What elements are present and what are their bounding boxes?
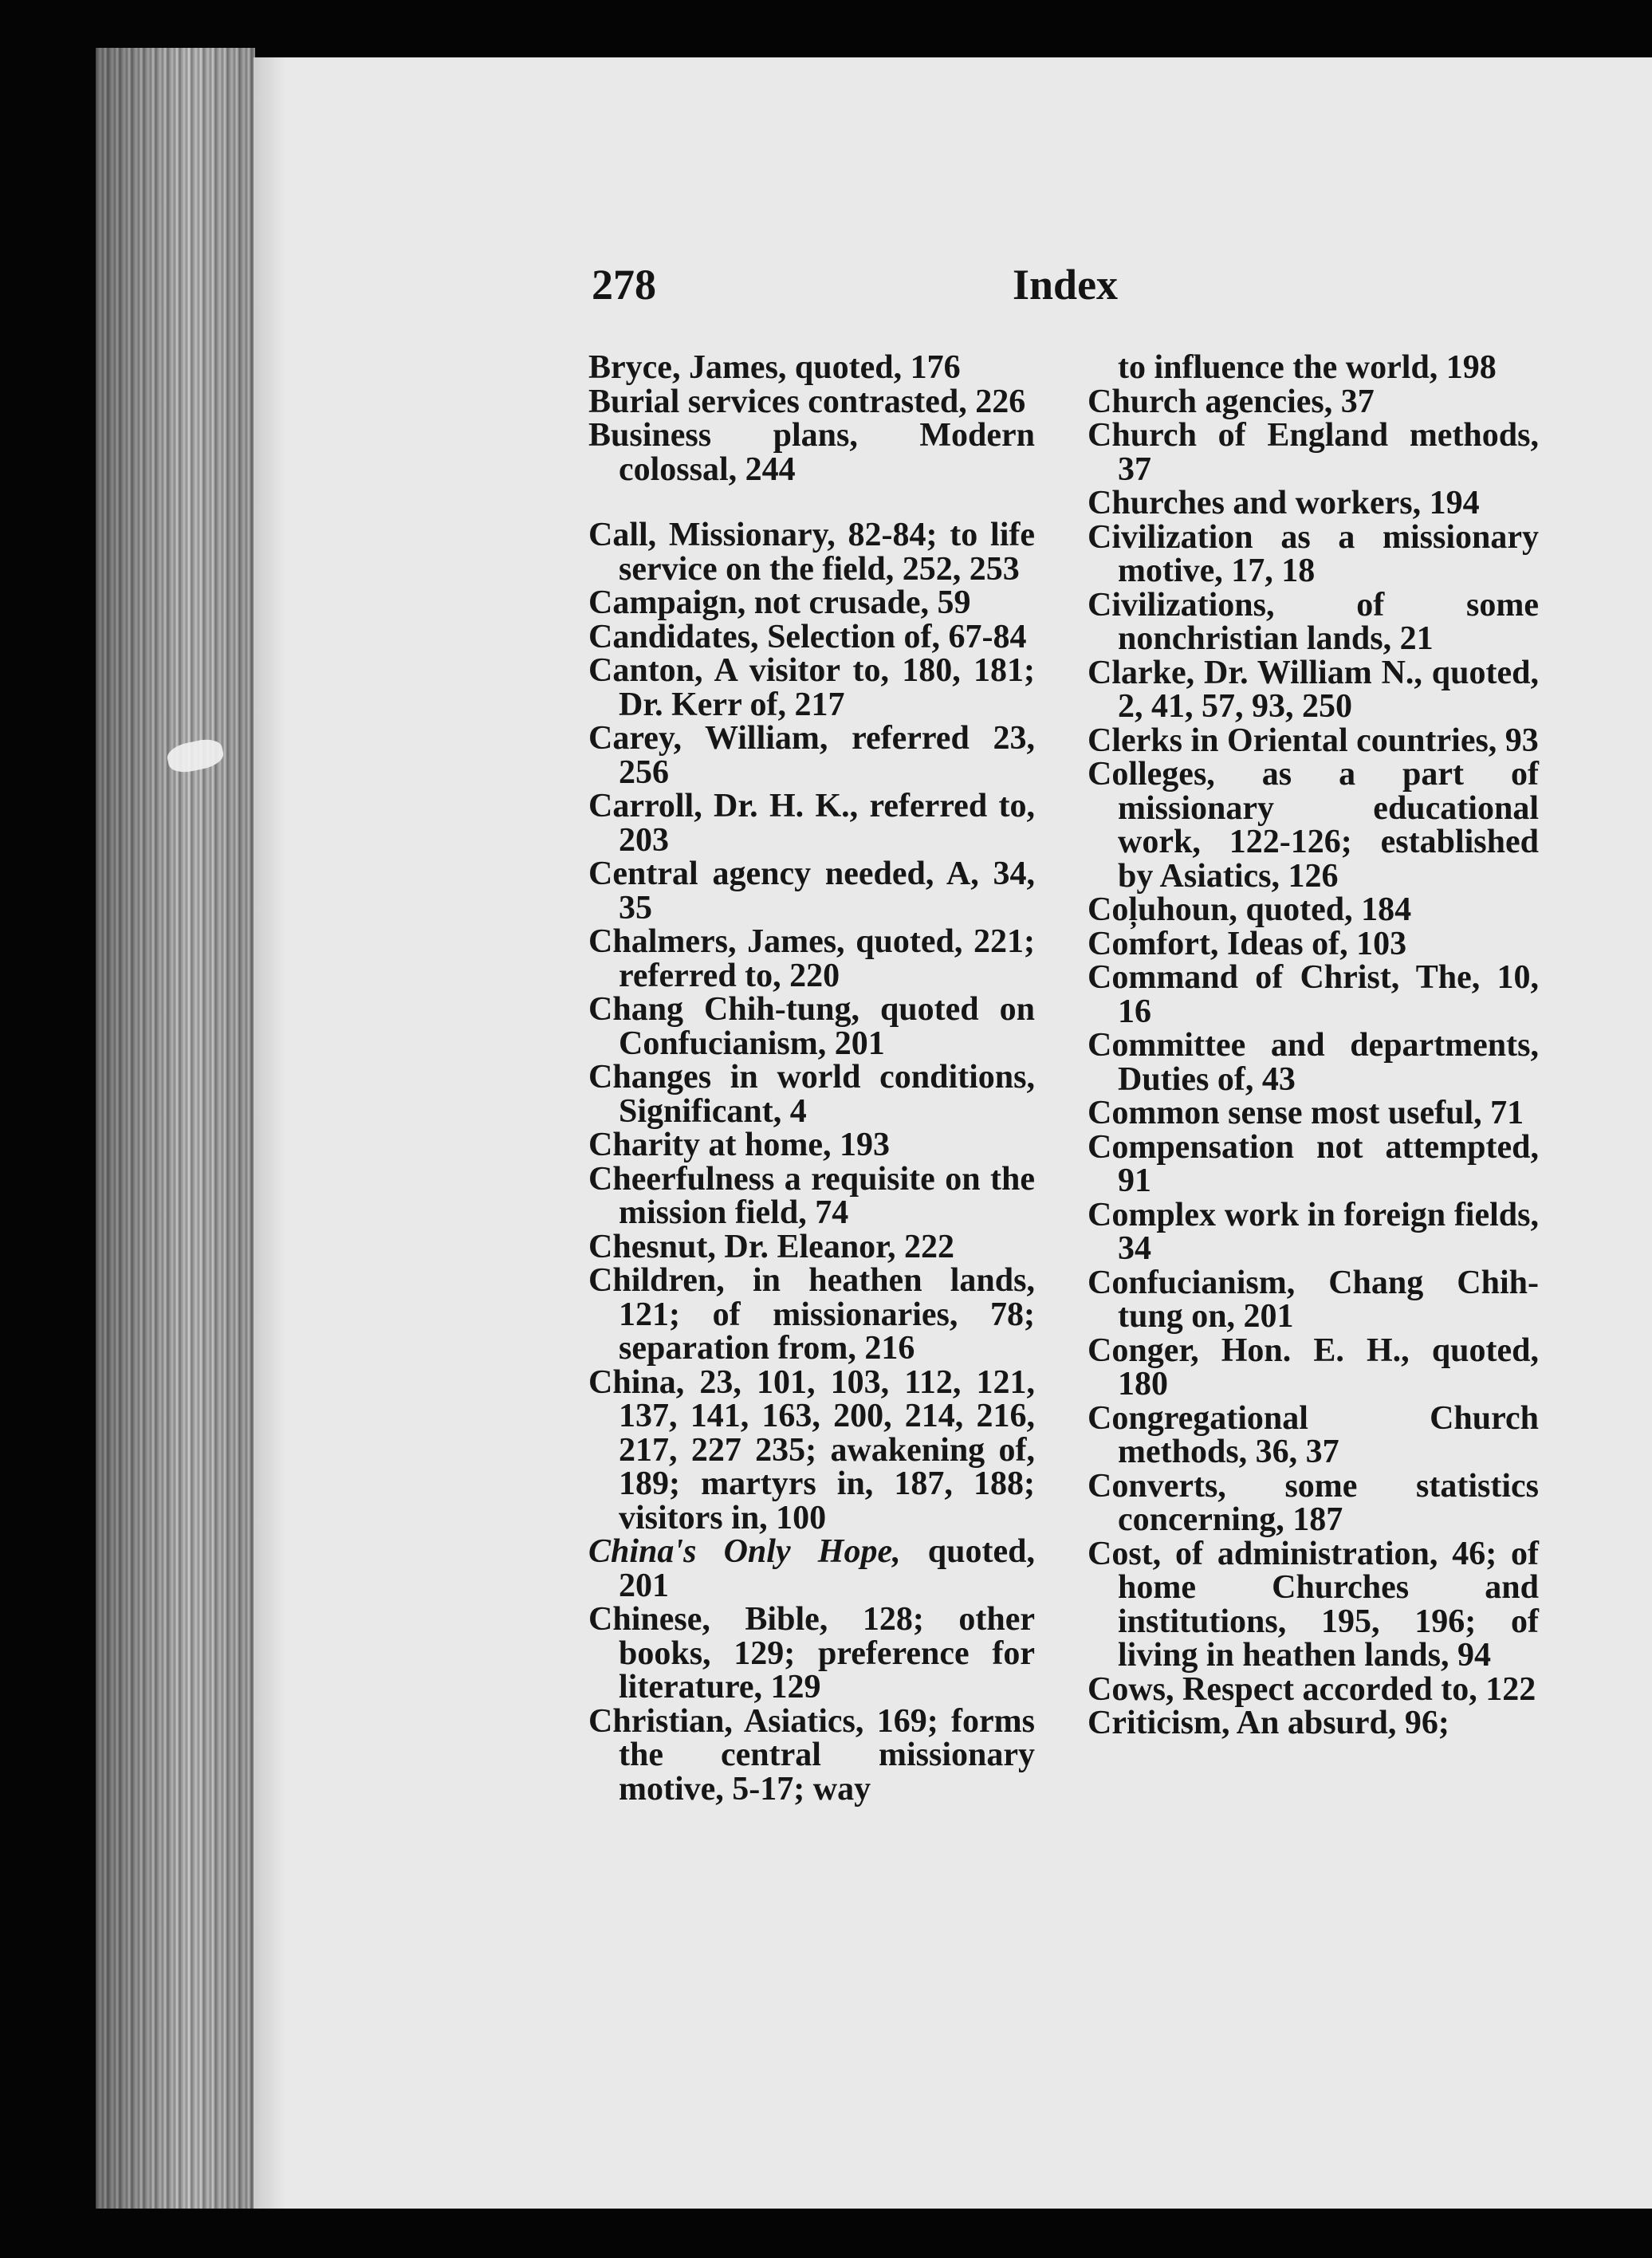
index-entry-references: An absurd, 96; xyxy=(1236,1705,1449,1741)
index-entry xyxy=(1088,1029,1539,1096)
index-entry-heading: Changes xyxy=(588,1059,712,1096)
index-entry xyxy=(588,1702,1035,1808)
index-entry-references: referred to, 203 xyxy=(619,788,1035,859)
index-entry-heading: Chang Chih-tung, xyxy=(588,991,859,1028)
index-entry-heading: Canton, xyxy=(588,652,703,689)
index-entry xyxy=(588,1264,1035,1366)
index-entry xyxy=(1088,1128,1539,1199)
index-entry-references: as a missionary motive, 17, 18 xyxy=(1118,518,1539,589)
index-entry-references: and workers, 194 xyxy=(1233,485,1480,521)
index-entry xyxy=(1088,1096,1539,1131)
index-entry-heading: Congregational xyxy=(1088,1399,1308,1437)
index-entry-heading: Church of England xyxy=(1088,417,1389,454)
index-column-right xyxy=(1088,351,1539,1741)
index-entry xyxy=(1088,724,1539,758)
index-entry-references: 222 xyxy=(903,1228,954,1265)
index-entry xyxy=(1088,757,1539,893)
index-entry xyxy=(588,1363,1036,1536)
index-entry-heading: Chesnut, Dr. Eleanor, xyxy=(588,1228,896,1265)
index-entry-references: services contrasted, 226 xyxy=(687,383,1026,420)
index-entry-references: referred 23, 256 xyxy=(619,720,1036,791)
index-entry-heading: Col̦uhoun, xyxy=(1088,891,1237,928)
index-entry xyxy=(1088,1399,1539,1470)
index-entry xyxy=(1088,656,1539,724)
index-entry-references: quoted, 180 xyxy=(1118,1332,1540,1402)
index-entry-heading: Cost, xyxy=(1088,1535,1162,1572)
index-entry-references: in Oriental countries, 93 xyxy=(1190,722,1539,759)
index-entry xyxy=(1088,1670,1539,1708)
index-entry-references: Selection of, 67-84 xyxy=(767,618,1027,655)
index-entry-references: quoted on Confucianism, 201 xyxy=(619,991,1036,1062)
index-entry-references: quoted, 184 xyxy=(1245,891,1412,928)
index-entry xyxy=(1088,1198,1539,1266)
index-entry-heading: Clarke, Dr. William N., xyxy=(1088,654,1422,691)
index-entry-references: at home, 193 xyxy=(708,1127,890,1163)
index-entry-references: of Christ, The, 10, 16 xyxy=(1118,959,1540,1030)
index-entry xyxy=(588,993,1035,1060)
index-entry-heading: Common xyxy=(1088,1095,1220,1131)
index-entry-heading: Criticism, xyxy=(1088,1705,1230,1741)
index-entry xyxy=(588,1060,1035,1128)
index-entry-heading: Churches xyxy=(1088,485,1225,521)
index-entry-heading: China's Only Hope, xyxy=(588,1533,901,1570)
index-entry-references: work in foreign fields, 34 xyxy=(1118,1196,1539,1267)
index-entry-references: 82-84; to life service on the field, 252, 253 xyxy=(619,517,1035,588)
index-entry-references: agencies, 37 xyxy=(1205,383,1375,420)
index-entry-heading: Civilization xyxy=(1088,518,1253,556)
index-entry-heading: Central xyxy=(588,856,698,892)
index-entry-heading: China, xyxy=(588,1363,685,1401)
index-entry-heading: Command xyxy=(1088,959,1239,996)
index-entry-heading: Bryce, James, xyxy=(588,349,787,386)
index-entry-references: not attempted, 91 xyxy=(1118,1128,1539,1199)
index-entry xyxy=(588,857,1035,925)
index-entry-references: 23, 101, 103, 112, 121, 137, 141, 163, 200, 214, 216, 217, 227 235; awakening of, 189; martyrs in, 187, 188; visitors in, 100 xyxy=(619,1363,1036,1536)
index-entry xyxy=(1088,1266,1539,1334)
index-entry-heading: Call, Missionary, xyxy=(588,517,836,553)
index-entry-heading: Complex xyxy=(1088,1196,1216,1233)
index-entry xyxy=(588,1162,1035,1230)
index-entry xyxy=(1088,518,1539,589)
index-entry xyxy=(1088,588,1539,656)
index-entry-heading: Civilizations, xyxy=(1088,586,1275,624)
index-entry xyxy=(588,925,1035,993)
index-entry-references: sense most useful, 71 xyxy=(1228,1095,1524,1131)
index-entry-references: quoted, 2, 41, 57, 93, 250 xyxy=(1118,654,1539,725)
index-entry-heading: Comfort, xyxy=(1088,925,1219,962)
index-entry-heading: Candidates, xyxy=(588,618,759,655)
index-entry-references: quoted, 176 xyxy=(794,349,961,386)
index-entry xyxy=(588,1230,1035,1265)
index-column-left xyxy=(588,351,1035,1806)
index-entry-references: and departments, Duties of, 43 xyxy=(1118,1027,1539,1098)
index-entry-references: some statistics concerning, 187 xyxy=(1118,1467,1539,1538)
index-entry xyxy=(588,654,1035,722)
index-entry-heading: Committee xyxy=(1088,1027,1246,1064)
index-entry xyxy=(1088,1706,1539,1741)
index-entry-references: Respect accorded to, 122 xyxy=(1182,1670,1536,1708)
index-entry xyxy=(1088,1334,1539,1402)
index-entry xyxy=(1088,351,1539,385)
index-entry xyxy=(588,1603,1035,1705)
index-entry-references: of administration, 46; of home Churches and institutions, 195, 196; of living in heathen lands, 94 xyxy=(1118,1535,1539,1674)
index-entry-references: of some nonchristian lands, 21 xyxy=(1118,586,1539,657)
index-entry-heading: Carroll, Dr. H. K., xyxy=(588,788,859,824)
index-entry-references: Bible, 128; other books, 129; preference for literature, 129 xyxy=(619,1601,1036,1705)
index-entry-references: agency needed, A, 34, 35 xyxy=(619,856,1036,926)
index-entry-references: Chang Chih-tung on, 201 xyxy=(1118,1264,1539,1335)
index-entry-references: Modern colossal, 244 xyxy=(619,417,1035,488)
index-entry-references: Asiatics, 169; forms the central missionary motive, 5-17; way xyxy=(619,1702,1035,1808)
index-entry xyxy=(588,620,1035,655)
index-entry xyxy=(1088,486,1539,521)
index-entry xyxy=(588,722,1035,789)
index-entry xyxy=(1088,961,1539,1029)
running-head: Index xyxy=(1013,261,1119,309)
book-page-edges xyxy=(96,48,255,2209)
index-entry-references: in world conditions, Significant, 4 xyxy=(619,1059,1036,1130)
index-entry-heading: Children, xyxy=(588,1262,725,1299)
index-entry-references: A visitor to, 180, 181; Dr. Kerr of, 217 xyxy=(619,652,1035,723)
index-entry-references: a requisite on the mission field, 74 xyxy=(619,1160,1036,1231)
index-entry-heading: Cheerfulness xyxy=(588,1160,775,1198)
index-entry-references: to influence the world, 198 xyxy=(1118,349,1497,386)
index-entry xyxy=(1088,385,1539,419)
index-entry-references: not crusade, 59 xyxy=(753,584,971,621)
index-entry-heading: Compensation xyxy=(1088,1128,1295,1166)
index-entry xyxy=(1088,1469,1539,1537)
index-entry-heading: Colleges, xyxy=(1088,756,1215,793)
index-entry-references: as a part of missionary educational work, 122-126; established by Asiatics, 126 xyxy=(1118,756,1539,895)
index-entry xyxy=(588,351,1035,385)
index-entry-heading: Clerks xyxy=(1088,722,1182,759)
index-entry-heading: Cows, xyxy=(1088,1670,1174,1708)
index-entry xyxy=(1088,419,1539,486)
index-entry-heading: Church xyxy=(1088,383,1197,420)
index-entry-heading: Chinese, xyxy=(588,1601,710,1638)
index-entry-heading: Confucianism, xyxy=(1088,1264,1296,1301)
index-entry-references: Church methods, 36, 37 xyxy=(1118,1399,1539,1470)
index-entry xyxy=(1088,893,1539,927)
index-entry xyxy=(1088,1537,1539,1673)
index-entry xyxy=(588,419,1035,486)
index-entry-heading: Business plans, xyxy=(588,417,858,454)
index-entry xyxy=(588,518,1035,586)
index-entry-references: in heathen lands, 121; of missionaries, 78; separation from, 216 xyxy=(619,1262,1035,1367)
index-entry xyxy=(588,1535,1035,1603)
index-entry-heading: Christian, xyxy=(588,1702,733,1740)
index-entry-heading: Charity xyxy=(588,1127,700,1163)
index-entry-heading: Campaign, xyxy=(588,584,746,621)
index-entry-heading: Conger, Hon. E. H., xyxy=(1088,1332,1410,1369)
index-entry xyxy=(588,385,1035,419)
index-entry-heading: Converts, xyxy=(1088,1467,1226,1505)
index-entry-heading: Chalmers, James, xyxy=(588,923,845,960)
index-entry-references: Ideas of, 103 xyxy=(1226,925,1407,962)
index-entry-heading: Carey, William, xyxy=(588,720,828,757)
index-entry-references: quoted, 221; referred to, 220 xyxy=(619,923,1035,994)
index-entry xyxy=(588,789,1035,857)
page-number: 278 xyxy=(592,261,656,309)
index-entry xyxy=(588,586,1035,620)
index-entry-references: methods, 37 xyxy=(1118,417,1539,488)
index-entry-references: quoted, 201 xyxy=(619,1533,1035,1604)
index-entry xyxy=(588,1128,1035,1162)
index-entry xyxy=(1088,927,1539,962)
index-entry-heading: Burial xyxy=(588,383,680,420)
